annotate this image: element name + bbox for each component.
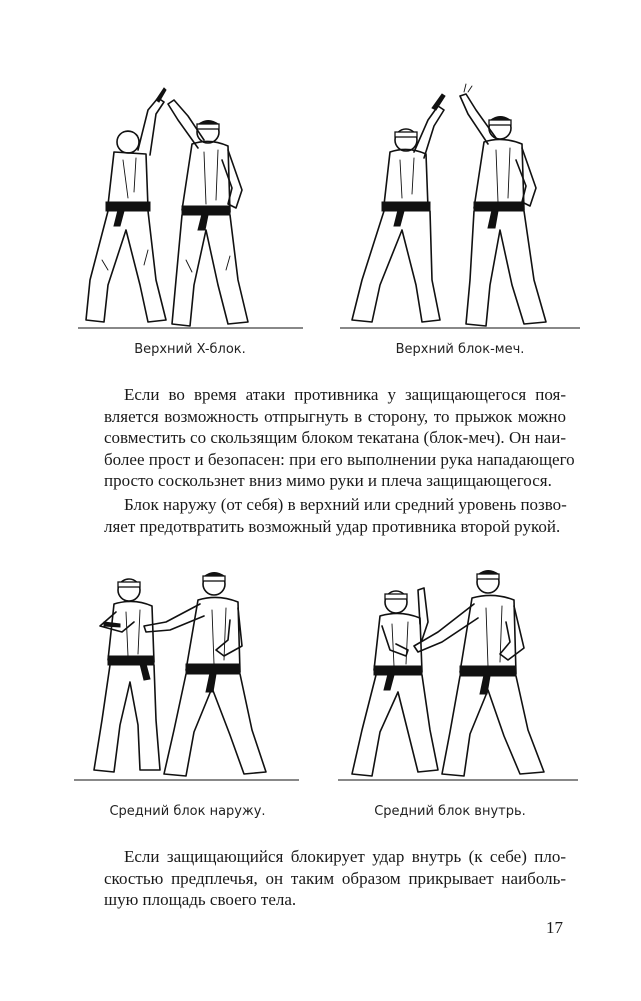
body-paragraph xyxy=(104,494,566,537)
illustration-fighters xyxy=(74,560,299,790)
figure-upper-x-block xyxy=(78,80,303,335)
body-paragraph xyxy=(104,846,566,911)
illustration-fighters xyxy=(340,80,580,335)
text-line: Блок наружу (от себя) в верхний или средний уровень позво- xyxy=(124,495,567,514)
illustration-fighters xyxy=(338,560,578,790)
text-line: Если защищающийся блокирует удар внутрь (к себе) пло- xyxy=(124,847,566,866)
figure-caption: Верхний X-блок. xyxy=(134,342,246,357)
body-paragraph xyxy=(104,384,575,492)
figure-upper-sword-block xyxy=(340,80,580,335)
figure-caption: Средний блок внутрь. xyxy=(374,804,526,819)
text-line: шую площадь своего тела. xyxy=(104,890,297,909)
text-line: совместить со скользящим блоком текатана (блок-меч). Он наи- xyxy=(104,428,566,447)
text-line: ляет предотвратить возможный удар противника второй рукой. xyxy=(104,516,561,536)
figure-middle-outward-block xyxy=(74,560,299,790)
text-line: более прост и безопасен: при его выполнении рука нападающего xyxy=(104,449,575,469)
page-number: 17 xyxy=(546,918,563,937)
figure-middle-inward-block xyxy=(338,560,578,790)
figure-caption: Верхний блок-меч. xyxy=(395,342,525,357)
figure-caption: Средний блок наружу. xyxy=(109,804,266,819)
text-line: вляется возможность отпрыгнуть в сторону, то прыжок можно xyxy=(104,406,566,426)
text-line: Если во время атаки противника у защищающегося поя- xyxy=(124,385,566,404)
illustration-fighters xyxy=(78,80,303,335)
text-line: скостью предплечья, он таким образом прикрывает наиболь- xyxy=(104,868,566,888)
text-line: просто соскользнет вниз мимо руки и плеча защищающегося. xyxy=(104,471,552,490)
